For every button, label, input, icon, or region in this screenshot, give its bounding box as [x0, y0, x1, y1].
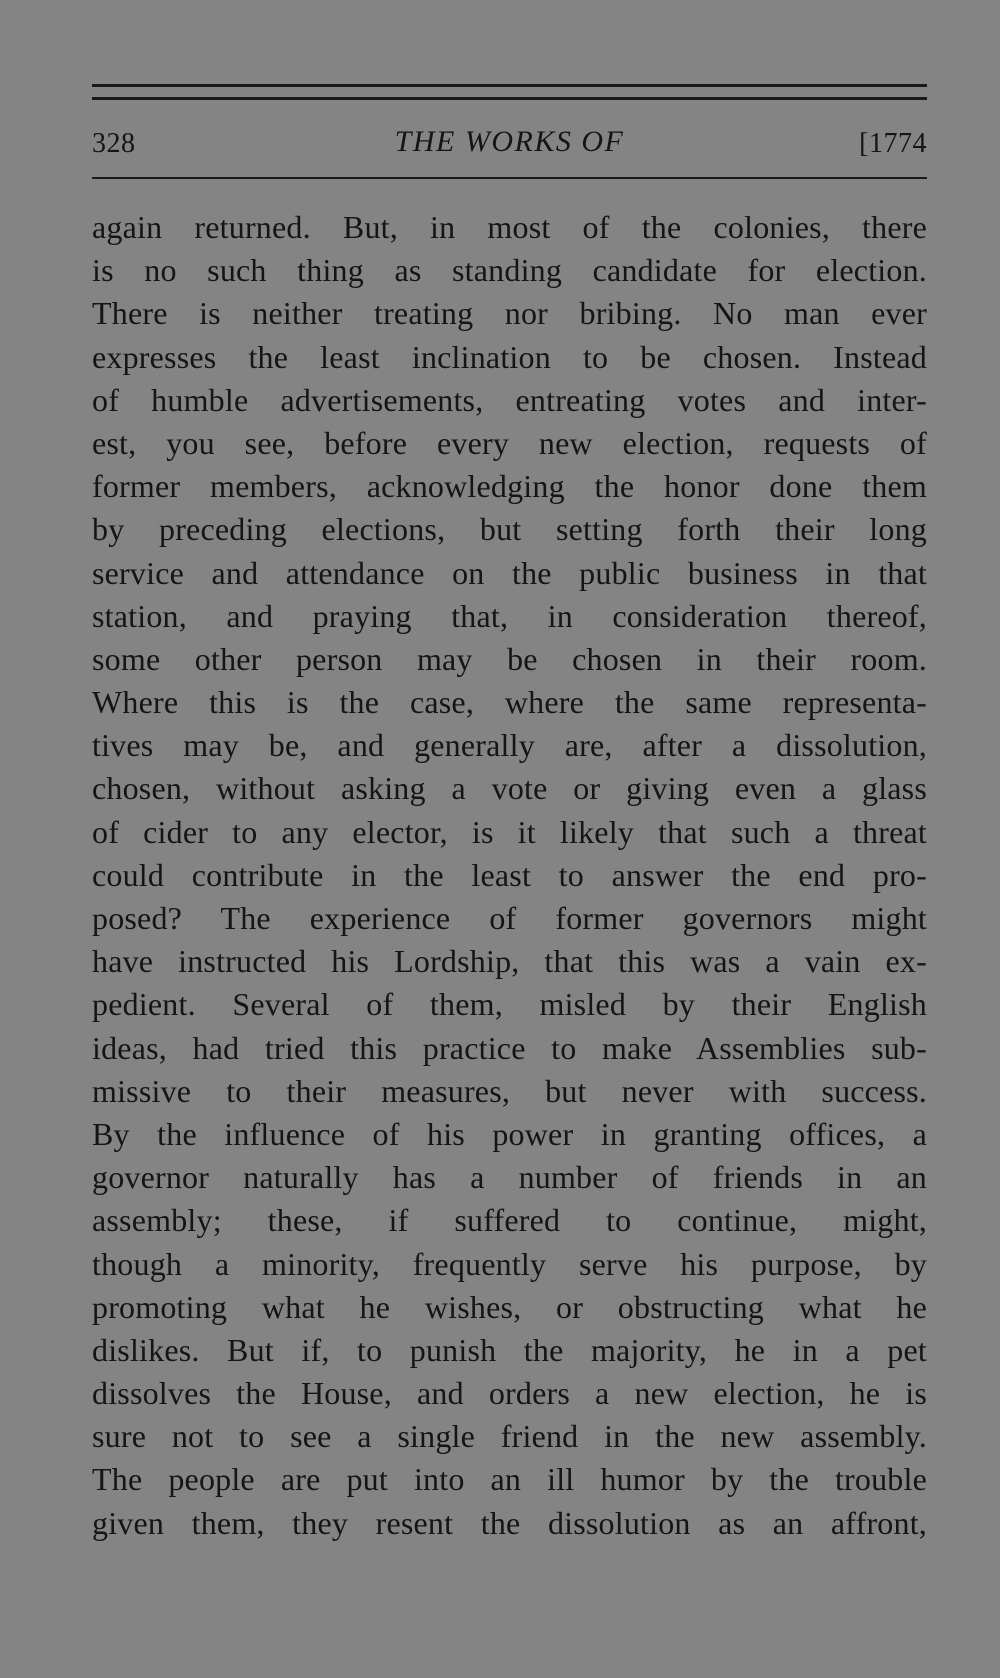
text-line: posed? The experience of former governors might	[92, 900, 927, 936]
text-line: assembly; these, if suffered to continue, might,	[92, 1202, 927, 1239]
text-line: dislikes. But if, to punish the majority, he in a pet	[92, 1331, 927, 1368]
text-line: tives may be, and generally are, after a dissolution,	[92, 727, 927, 764]
text-line: promoting what he wishes, or obstructing what he	[92, 1288, 927, 1325]
text-line: though a minority, frequently serve his purpose, by	[92, 1245, 927, 1282]
text-line: missive to their measures, but never with success.	[92, 1072, 927, 1109]
running-title: THE WORKS OF	[394, 125, 625, 158]
page-number: 328	[92, 128, 136, 159]
text-line: again returned. But, in most of the colonies, there	[92, 209, 927, 245]
text-line: pedient. Several of them, misled by their English	[92, 986, 927, 1023]
text-line: chosen, without asking a vote or giving even a glass	[92, 770, 927, 807]
top-double-rule-lower	[92, 97, 927, 100]
running-header	[92, 118, 927, 166]
text-line: former members, acknowledging the honor done them	[92, 468, 927, 505]
text-line: dissolves the House, and orders a new election, he is	[92, 1375, 927, 1412]
text-line: The people are put into an ill humor by the trouble	[92, 1461, 927, 1498]
header-year: [1774	[859, 128, 927, 159]
top-double-rule-upper	[92, 84, 927, 87]
text-line: By the influence of his power in granting offices, a	[92, 1115, 927, 1152]
text-line: station, and praying that, in consideration thereof,	[92, 597, 927, 634]
header-underline-rule	[92, 177, 927, 179]
text-line: governor naturally has a number of friends in an	[92, 1159, 927, 1196]
text-line: by preceding elections, but setting forth their long	[92, 511, 927, 548]
text-line: have instructed his Lordship, that this was a vain ex-	[92, 943, 927, 980]
text-line: sure not to see a single friend in the new assembly.	[92, 1418, 927, 1455]
book-page	[92, 82, 927, 1642]
text-line: There is neither treating nor bribing. No man ever	[92, 295, 927, 332]
text-line: is no such thing as standing candidate for election.	[92, 252, 927, 289]
text-line: expresses the least inclination to be chosen. Instead	[92, 338, 927, 375]
text-line: could contribute in the least to answer the end pro-	[92, 856, 927, 893]
text-line: given them, they resent the dissolution as an affront,	[92, 1504, 927, 1541]
text-line: service and attendance on the public business in that	[92, 554, 927, 591]
page-body-text	[92, 206, 927, 1545]
text-line: Where this is the case, where the same representa-	[92, 684, 927, 721]
text-line: of humble advertisements, entreating votes and inter-	[92, 381, 927, 418]
text-line: est, you see, before every new election, requests of	[92, 424, 927, 461]
text-line: ideas, had tried this practice to make Assemblies sub-	[92, 1029, 927, 1066]
text-line: of cider to any elector, is it likely that such a threat	[92, 813, 927, 850]
text-line: some other person may be chosen in their room.	[92, 640, 927, 677]
